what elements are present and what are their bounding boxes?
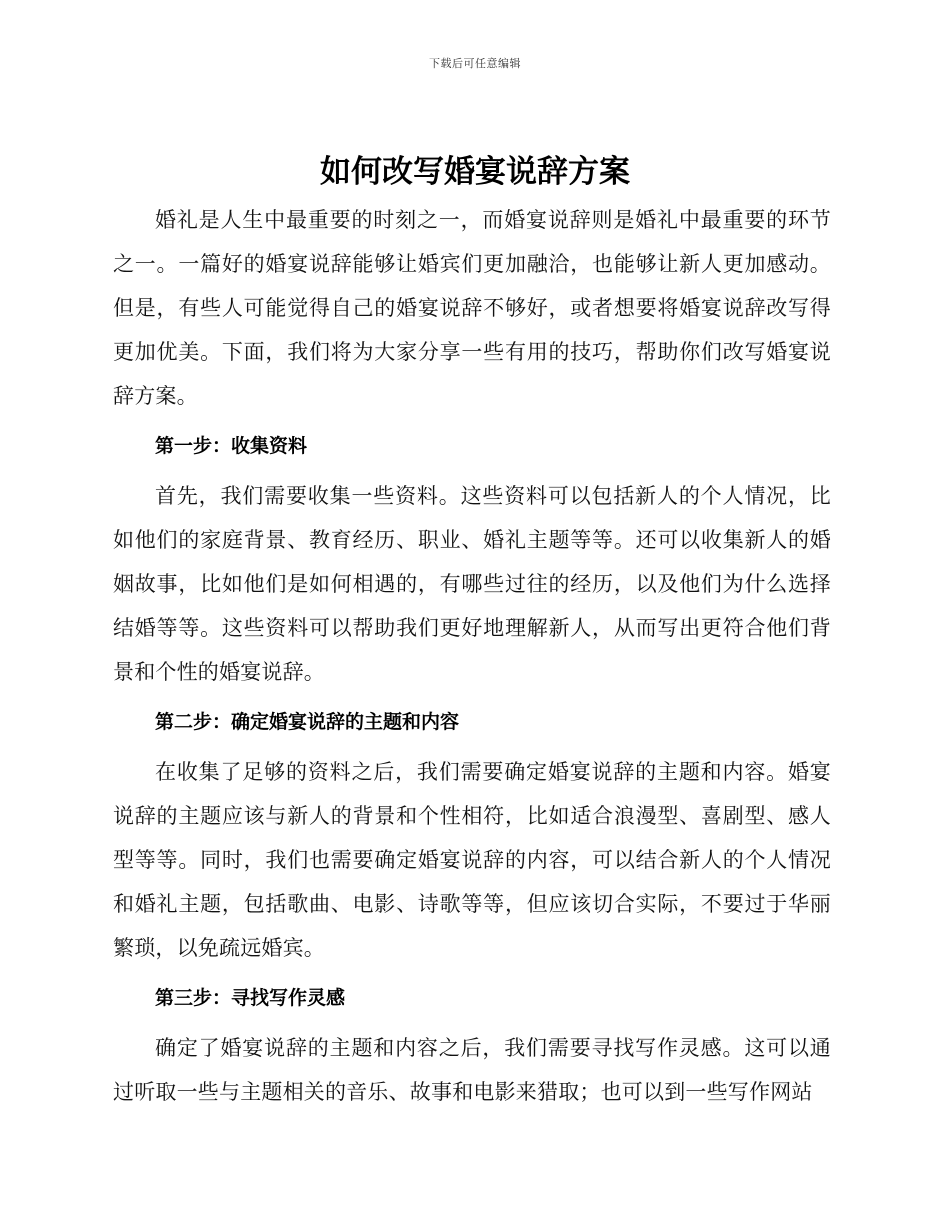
section-paragraph-1: 首先，我们需要收集一些资料。这些资料可以包括新人的个人情况，比如他们的家庭背景、教育经历、职业、婚礼主题等等。还可以收集新人的婚姻故事，比如他们是如何相遇的，有哪些过往的经历，以及他们为什么选择结婚等等。这些资料可以帮助我们更好地理解新人，从而写出更符合他们背景和个性的婚宴说辞。 (113, 484, 831, 684)
section-heading-2: 第二步：确定婚宴说辞的主题和内容 (155, 711, 460, 733)
document-title: 如何改写婚宴说辞方案 (320, 154, 630, 190)
section-paragraph-2: 在收集了足够的资料之后，我们需要确定婚宴说辞的主题和内容。婚宴说辞的主题应该与新人的背景和个性相符，比如适合浪漫型、喜剧型、感人型等等。同时，我们也需要确定婚宴说辞的内容，可以结合新人的个人情况和婚礼主题，包括歌曲、电影、诗歌等等，但应该切合实际，不要过于华丽繁琐，以免疏远婚宾。 (113, 760, 831, 960)
document-body (113, 198, 831, 1114)
section-heading-1: 第一步：收集资料 (155, 435, 308, 457)
section-heading-3: 第三步：寻找写作灵感 (155, 987, 346, 1009)
intro-paragraph: 婚礼是人生中最重要的时刻之一，而婚宴说辞则是婚礼中最重要的环节之一。一篇好的婚宴说辞能够让婚宾们更加融洽，也能够让新人更加感动。但是，有些人可能觉得自己的婚宴说辞不够好，或者想要将婚宴说辞改写得更加优美。下面，我们将为大家分享一些有用的技巧，帮助你们改写婚宴说辞方案。 (113, 208, 831, 408)
header-note: 下载后可任意编辑 (429, 57, 521, 70)
section-paragraph-3: 确定了婚宴说辞的主题和内容之后，我们需要寻找写作灵感。这可以通过听取一些与主题相关的音乐、故事和电影来猎取；也可以到一些写作网站 (113, 1036, 831, 1104)
